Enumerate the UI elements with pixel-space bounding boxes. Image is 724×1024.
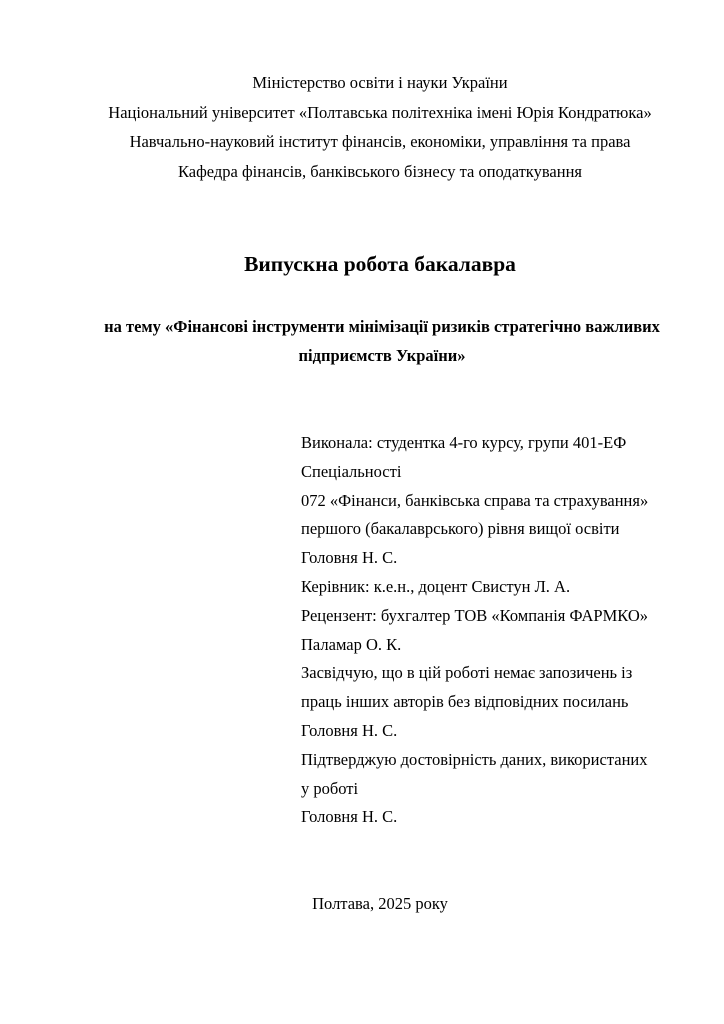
originality-statement-2: праць інших авторів без відповідних посилань (301, 692, 629, 712)
data-confirmation-2: у роботі (301, 778, 359, 798)
reviewer: Рецензент: бухгалтер ТОВ «Компанія ФАРМКО» (301, 605, 649, 625)
author-name: Головня Н. С. (301, 548, 398, 568)
department-name: Кафедра фінансів, банківського бізнесу та оподаткування (177, 161, 582, 181)
originality-statement-1: Засвідчую, що в цій роботі немає запозичень із (301, 663, 633, 683)
author-info-block (301, 432, 701, 835)
university-name: Національний університет «Полтавська політехніка імені Юрія Кондратюка» (108, 102, 652, 122)
institute-name: Навчально-науковий інститут фінансів, економіки, управління та права (129, 132, 631, 151)
originality-signature: Головня Н. С. (301, 720, 398, 740)
supervisor: Керівник: к.е.н., доцент Свистун Л. А. (301, 576, 571, 596)
specialty-label: Спеціальності (301, 461, 402, 481)
institution-header (0, 72, 724, 190)
topic-line-2: підприємств України» (298, 346, 466, 365)
place-and-year: Полтава, 2025 року (312, 894, 448, 913)
data-confirmation-signature: Головня Н. С. (301, 807, 398, 827)
thesis-topic (0, 316, 724, 374)
topic-line-1: на тему «Фінансові інструменти мінімізації ризиків стратегічно важливих (104, 317, 660, 336)
specialty-name: 072 «Фінанси, банківська справа та страхування» (301, 490, 649, 510)
reviewer-name: Паламар О. К. (301, 634, 402, 654)
document-title: Випускна робота бакалавра (244, 252, 516, 276)
data-confirmation-1: Підтверджую достовірність даних, використаних (301, 749, 648, 769)
education-level: першого (бакалаврського) рівня вищої освіти (301, 519, 620, 539)
performed-by: Виконала: студентка 4-го курсу, групи 401-ЕФ (301, 433, 627, 452)
ministry-name: Міністерство освіти і науки України (252, 73, 508, 92)
